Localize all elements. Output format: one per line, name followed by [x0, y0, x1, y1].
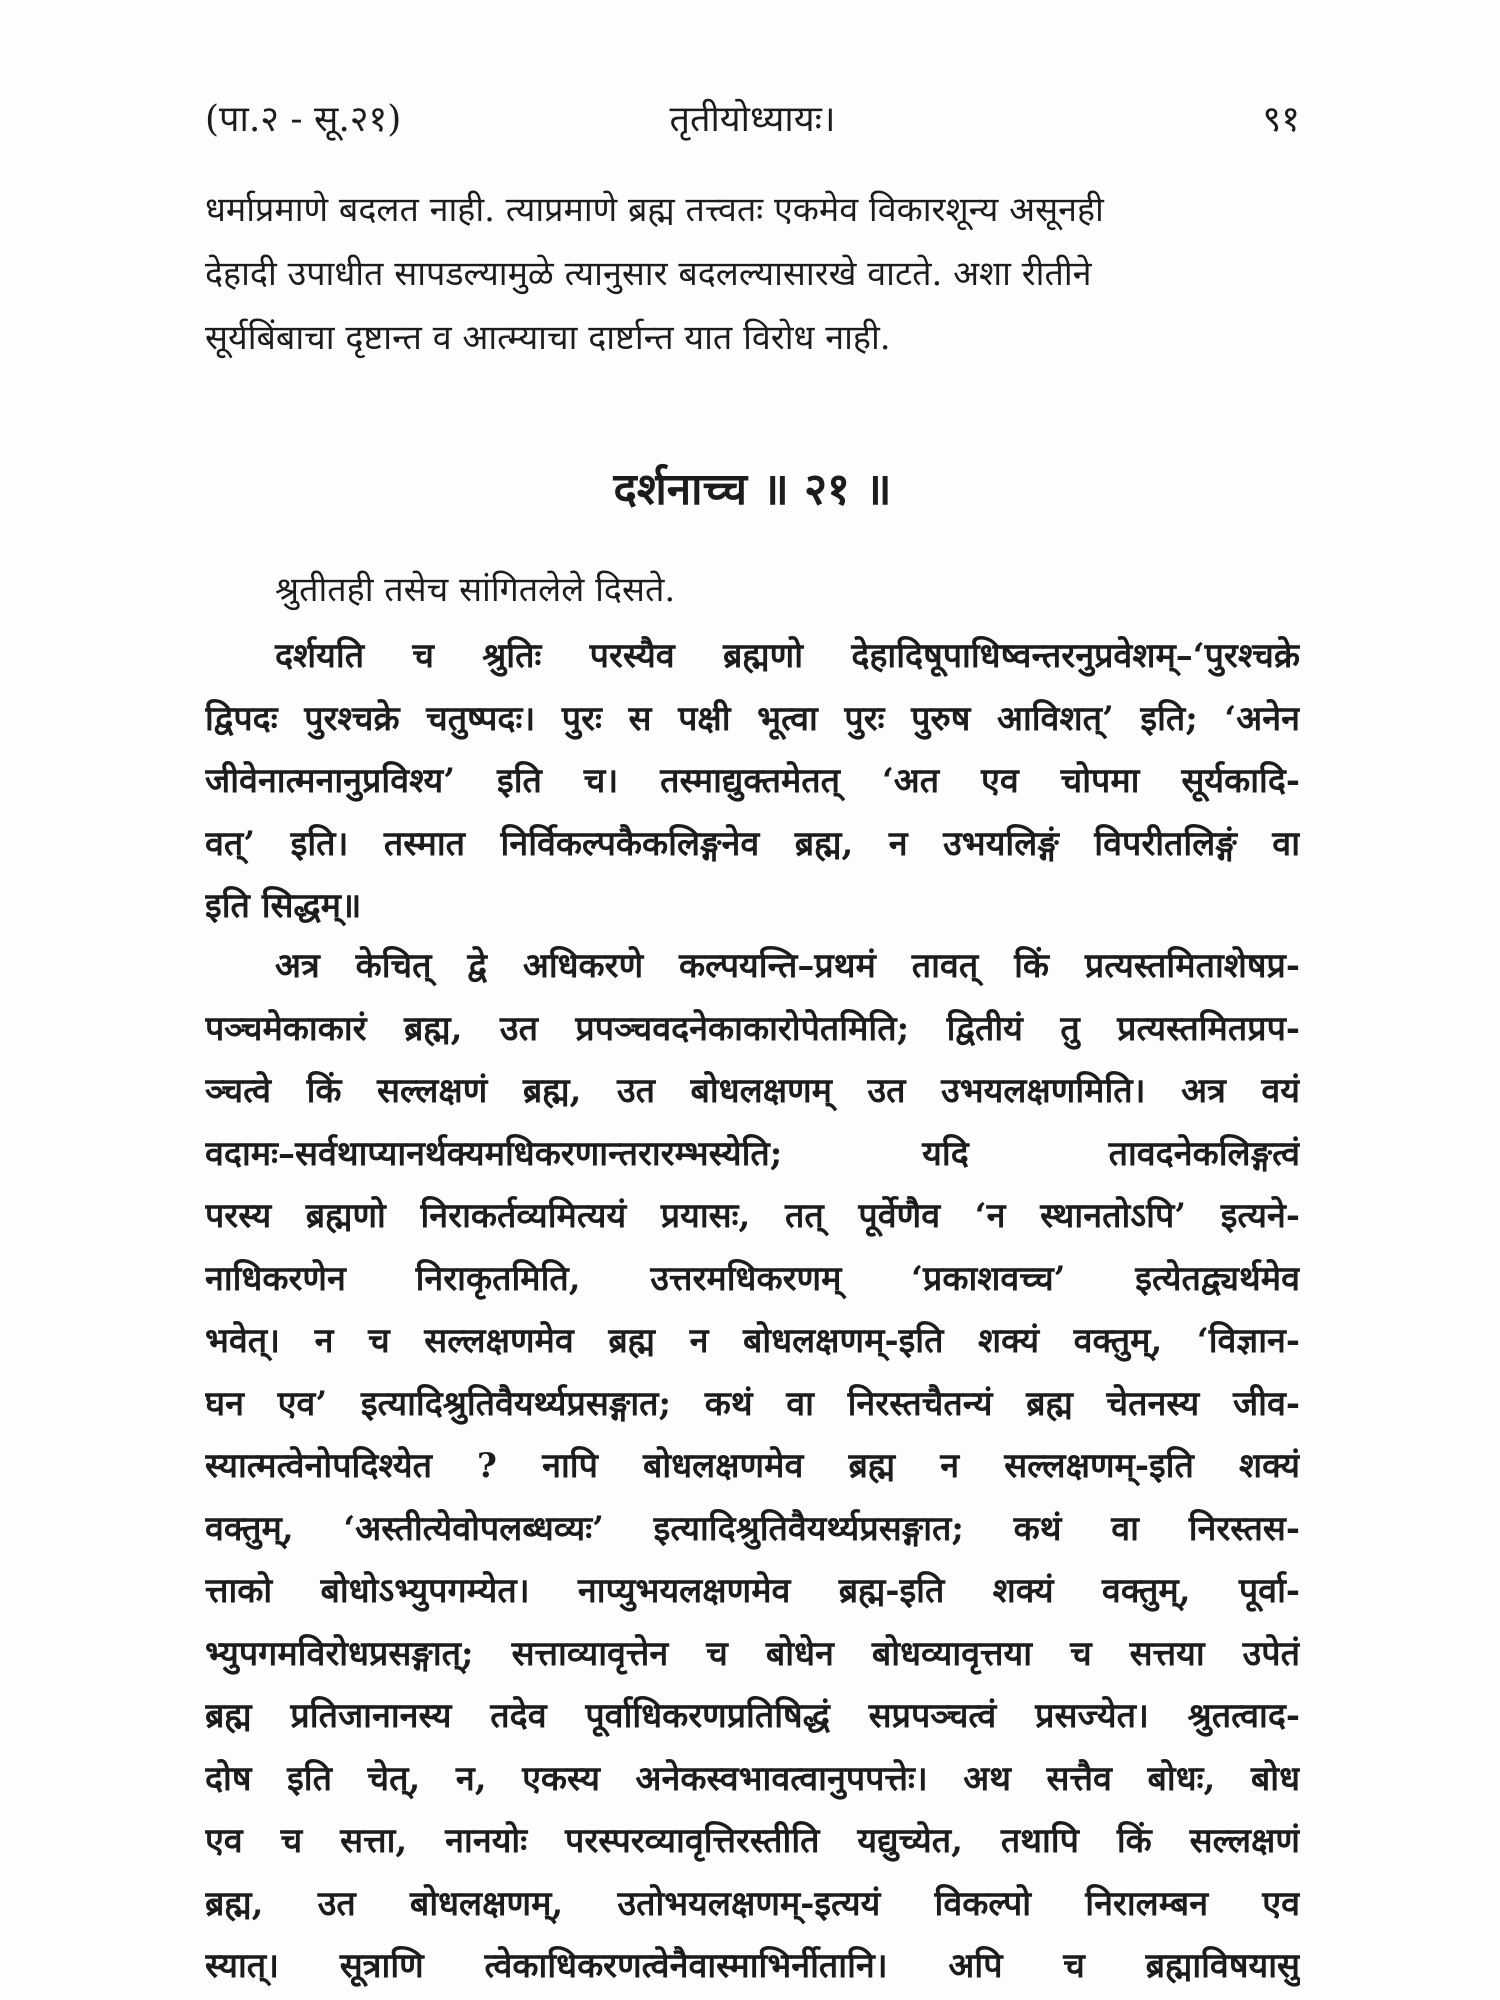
text-line: दर्शयति च श्रुतिः परस्यैव ब्रह्मणो देहादिषूपाधिष्वन्तरनुप्रवेशम्–‘पुरश्चक्रे — [275, 636, 1300, 676]
text-line: स्यात्मत्वेनोपदिश्येत ? नापि बोधलक्षणमेव ब्रह्म न सल्लक्षणम्-इति शक्यं — [205, 1446, 1300, 1486]
marathi-explanation — [205, 178, 1300, 370]
text-line: ञ्चत्वे किं सल्लक्षणं ब्रह्म, उत बोधलक्षणम् उत उभयलक्षणमिति। अत्र वयं — [205, 1071, 1300, 1111]
text-line: ब्रह्म प्रतिजानानस्य तदेव पूर्वाधिकरणप्रतिषिद्धं सप्रपञ्चत्वं प्रसज्येत। श्रुतत्वाद- — [205, 1696, 1300, 1736]
chapter-title: तृतीयोध्यायः। — [669, 99, 836, 140]
text-line: अत्र केचित् द्वे अधिकरणे कल्पयन्ति–प्रथमं तावत् किं प्रत्यस्तमिताशेषप्र- — [275, 946, 1300, 986]
page-header — [205, 92, 1300, 148]
text-line: त्ताको बोधोऽभ्युपगम्येत। नाप्युभयलक्षणमेव ब्रह्म-इति शक्यं वक्तुम्, पूर्वा- — [205, 1571, 1300, 1611]
sanskrit-commentary-1 — [205, 625, 1300, 938]
text-line: नाधिकरणेन निराकृतमिति, उत्तरमधिकरणम् ‘प्रकाशवच्च’ इत्येतद्व्यर्थमेव — [205, 1258, 1300, 1299]
text-line: वक्तुम्, ‘अस्तीत्येवोपलब्धव्यः’ इत्यादिश्रुतिवैयर्थ्यप्रसङ्गात; कथं वा निरस्तस- — [205, 1508, 1300, 1549]
text-line: सूर्यबिंबाचा दृष्टान्त व आत्म्याचा दार्ष्टान्त यात विरोध नाही. — [205, 318, 891, 358]
text-line: दोष इति चेत्, न, एकस्य अनेकस्वभावत्वानुपपत्तेः। अथ सत्तैव बोधः, बोध — [205, 1758, 1300, 1799]
text-line: इति सिद्धम्॥ — [205, 886, 362, 926]
text-line: पञ्चमेकाकारं ब्रह्म, उत प्रपञ्चवदनेकाकारोपेतमिति; द्वितीयं तु प्रत्यस्तमितप्रप- — [205, 1008, 1300, 1049]
text-line: ब्रह्म, उत बोधलक्षणम्, उतोभयलक्षणम्-इत्ययं विकल्पो निरालम्बन एव — [205, 1883, 1300, 1924]
text-line: देहादी उपाधीत सापडल्यामुळे त्यानुसार बदलल्यासारखे वाटते. अशा रीतीने — [205, 254, 1092, 294]
section-reference: (पा.२ - सू.२१) — [205, 99, 402, 140]
text-line: जीवेनात्मनानुप्रविश्य’ इति च। तस्माद्युक्तमेतत् ‘अत एव चोपमा सूर्यकादि- — [205, 761, 1300, 801]
sutra-heading: दर्शनाच्च ॥ २१ ॥ — [613, 464, 892, 515]
text-line: स्यात्। सूत्राणि त्वेकाधिकरणत्वेनैवास्माभिर्नीतानि। अपि च ब्रह्माविषयासु — [205, 1946, 1300, 1986]
text-line: धर्माप्रमाणे बदलत नाही. त्याप्रमाणे ब्रह्म तत्त्वतः एकमेव विकारशून्य असूनही — [205, 190, 1104, 230]
text-line: एव च सत्ता, नानयोः परस्परव्यावृत्तिरस्तीति यद्युच्येत, तथापि किं सल्लक्षणं — [205, 1821, 1300, 1861]
text-line: द्विपदः पुरश्चक्रे चतुष्पदः। पुरः स पक्षी भूत्वा पुरः पुरुष आविशत्’ इति; ‘अनेन — [205, 698, 1300, 739]
marathi-intro: श्रुतीतही तसेच सांगितलेले दिसते. — [275, 570, 676, 610]
page-number: ९१ — [1262, 99, 1300, 140]
text-line: वदामः–सर्वथाप्यानर्थक्यमधिकरणान्तरारम्भस्येति; यदि तावदनेकलिङ्गत्वं — [205, 1133, 1300, 1174]
sanskrit-commentary-2 — [205, 935, 1300, 1998]
text-line: वत्’ इति। तस्मात निर्विकल्पकैकलिङ्गनेव ब्रह्म, न उभयलिङ्गं विपरीतलिङ्गं वा — [205, 823, 1300, 864]
text-line: घन एव’ इत्यादिश्रुतिवैयर्थ्यप्रसङ्गात; कथं वा निरस्तचैतन्यं ब्रह्म चेतनस्य जीव- — [205, 1383, 1300, 1424]
text-line: परस्य ब्रह्मणो निराकर्तव्यमित्ययं प्रयासः, तत् पूर्वेणैव ‘न स्थानतोऽपि’ इत्यने- — [205, 1196, 1300, 1236]
text-line: भवेत्। न च सल्लक्षणमेव ब्रह्म न बोधलक्षणम्-इति शक्यं वक्तुम्, ‘विज्ञान- — [205, 1321, 1300, 1361]
text-line: भ्युपगमविरोधप्रसङ्गात्; सत्ताव्यावृत्तेन च बोधेन बोधव्यावृत्तया च सत्तया उपेतं — [205, 1633, 1300, 1674]
